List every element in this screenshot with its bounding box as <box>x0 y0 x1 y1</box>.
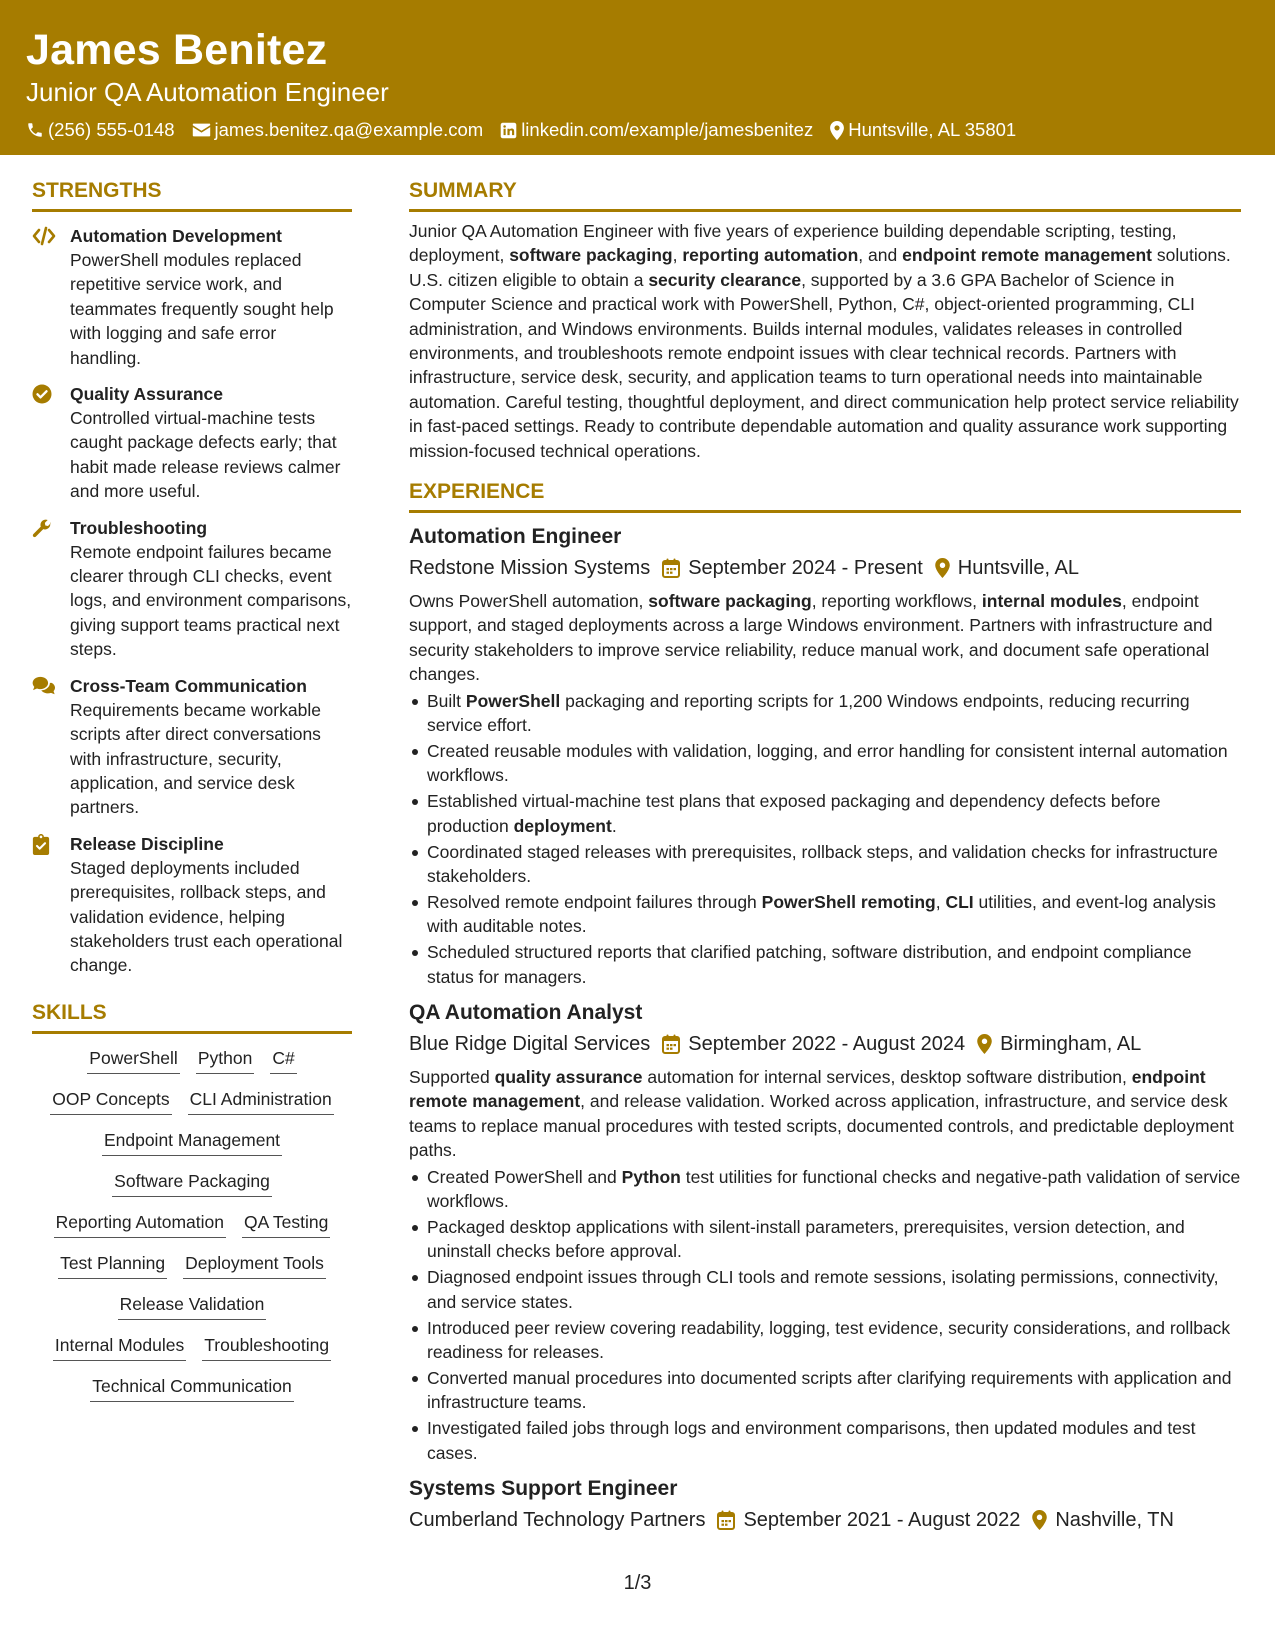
text-run: Created reusable modules with validation, logging, and error handling for consistent internal automation workflows. <box>427 741 1228 786</box>
skill-tag: Endpoint Management <box>102 1128 282 1156</box>
strengths-list <box>32 224 352 978</box>
job-company: Blue Ridge Digital Services <box>409 1033 651 1056</box>
text-run: test utilities for functional checks and negative-path validation of service workflows. <box>427 1166 1241 1212</box>
right-column <box>409 178 1241 1535</box>
skill-row <box>32 1087 352 1115</box>
map-marker-icon <box>1032 1510 1047 1530</box>
emphasized-text: software packaging <box>648 591 812 612</box>
text-run: Owns PowerShell automation, <box>409 591 649 612</box>
strength-title: Troubleshooting <box>70 517 208 538</box>
skill-row <box>32 1292 352 1320</box>
text-run: Converted manual procedures into documented scripts after clarifying requirements with application and infrastructure teams. <box>427 1367 1232 1413</box>
strength-desc: PowerShell modules replaced repetitive service work, and teammates frequently sought help with logging and safe error handling. <box>70 250 334 368</box>
clipboard-check-icon <box>32 834 50 855</box>
bullet-item <box>409 1416 1241 1465</box>
skills-title: SKILLS <box>32 1000 352 1034</box>
job-meta <box>409 553 1241 583</box>
bullet-item <box>409 739 1241 788</box>
skill-tag: QA Testing <box>242 1210 330 1238</box>
linkedin-text[interactable]: linkedin.com/example/jamesbenitez <box>521 119 814 140</box>
skill-row <box>32 1333 352 1361</box>
job-meta <box>409 1029 1241 1059</box>
skill-tag: PowerShell <box>87 1046 180 1074</box>
strength-title: Release Discipline <box>70 833 224 854</box>
job-title: Systems Support Engineer <box>409 1477 678 1501</box>
job-company: Redstone Mission Systems <box>409 557 651 580</box>
bullet-item <box>409 840 1241 889</box>
emphasized-text: software packaging <box>509 245 673 266</box>
job-bullets <box>409 689 1241 989</box>
text-run: Junior QA Automation Engineer with five years of experience building dependable scripting, testing, deployment, <box>409 221 1177 266</box>
phone-icon <box>26 121 44 139</box>
emphasized-text: deployment <box>513 815 612 836</box>
text-run: Packaged desktop applications with silent-install parameters, prerequisites, version detection, and uninstall checks before approval. <box>427 1217 1185 1262</box>
strength-desc: Staged deployments included prerequisites, rollback steps, and validation evidence, helping stakeholders trust each operational change. <box>70 857 343 976</box>
bullet-item <box>409 1366 1241 1415</box>
skill-tag: Deployment Tools <box>183 1251 326 1279</box>
job-location <box>977 1029 1141 1059</box>
text-run: Established virtual-machine test plans that exposed packaging and dependency defects before production <box>427 791 1161 836</box>
text-run: , <box>672 245 683 266</box>
emphasized-text: PowerShell <box>465 690 561 711</box>
envelope-icon <box>192 122 211 138</box>
summary-title: SUMMARY <box>409 178 1241 212</box>
text-run: automation for internal services, desktop software distribution, <box>642 1067 1132 1088</box>
strength-item <box>32 224 352 370</box>
text-run: Supported <box>409 1067 495 1088</box>
job-title: QA Automation Analyst <box>409 1001 643 1025</box>
job-entry <box>409 523 1241 989</box>
bullet-item <box>409 890 1241 939</box>
skill-tag: OOP Concepts <box>50 1087 171 1115</box>
job-dates <box>717 1505 1020 1535</box>
map-marker-icon <box>977 1034 992 1054</box>
bullet-item <box>409 789 1241 838</box>
strength-title: Cross-Team Communication <box>70 675 307 696</box>
text-run: , and release validation. Worked across application, infrastructure, and service desk teams to replace manual procedures with tested scripts, documented controls, and predictable deployment paths. <box>409 1091 1234 1161</box>
skill-tag: Release Validation <box>118 1292 267 1320</box>
text-run: Investigated failed jobs through logs and environment comparisons, then updated modules and test cases. <box>427 1418 1196 1463</box>
strength-title: Automation Development <box>70 226 282 246</box>
skill-tag: Internal Modules <box>53 1333 186 1361</box>
bullet-item <box>409 1316 1241 1365</box>
candidate-role: Junior QA Automation Engineer <box>26 77 389 107</box>
skill-row <box>32 1251 352 1279</box>
contact-linkedin[interactable] <box>500 118 813 142</box>
emphasized-text: CLI <box>945 891 974 912</box>
job-location-text: Huntsville, AL <box>957 557 1079 580</box>
comments-icon <box>32 676 56 696</box>
job-dates <box>662 553 923 583</box>
text-run: , supported by a 3.6 GPA Bachelor of Science in Computer Science and practical work with PowerShell, Python, C#, object-oriented programming, CLI administration, and Windows environments. Builds internal modules, validates releases in controlled environments, and troubleshoots remote endpoint issues with clear technical records. Partners with infrastructure, service desk, security, and application teams to turn operational needs into maintainable automation. Careful testing, thoughtful deployment, and direct communication help protect service reliability in fast-paced settings. Ready to contribute dependable automation and quality assurance work supporting mission-focused technical operations. <box>409 269 1239 461</box>
page-number: 1/3 <box>623 1572 652 1594</box>
contact-bar <box>26 118 1249 142</box>
code-icon <box>32 226 56 246</box>
emphasized-text: Python <box>621 1166 681 1187</box>
check-circle-icon <box>32 384 52 404</box>
bullet-item <box>409 689 1241 738</box>
text-run: packaging and reporting scripts for 1,200 Windows endpoints, reducing recurring service effort. <box>427 690 1190 736</box>
job-dates-text: September 2021 - August 2022 <box>743 1509 1021 1532</box>
strength-desc: Remote endpoint failures became clearer through CLI checks, event logs, and environment comparisons, giving support teams practical next steps. <box>70 541 352 660</box>
contact-email[interactable] <box>192 118 484 142</box>
wrench-icon <box>32 518 52 538</box>
summary-text <box>409 219 1241 463</box>
skill-tag: Troubleshooting <box>202 1333 331 1361</box>
text-run: Introduced peer review covering readability, logging, test evidence, security considerations, and rollback readiness for releases. <box>427 1317 1231 1363</box>
skill-tag: Software Packaging <box>112 1169 272 1197</box>
emphasized-text: quality assurance <box>494 1067 643 1088</box>
job-description <box>409 589 1241 687</box>
job-title: Automation Engineer <box>409 525 622 549</box>
skill-row <box>32 1210 352 1238</box>
skill-row <box>32 1169 352 1197</box>
text-run: , endpoint support, and staged deployments across a large Windows environment. Partners with infrastructure and security stakeholders to improve service reliability, reduce manual work, and document safe operational changes. <box>409 591 1213 685</box>
linkedin-icon <box>500 122 517 139</box>
skill-tag: Test Planning <box>58 1251 167 1279</box>
emphasized-text: security clearance <box>648 269 802 290</box>
emphasized-text: endpoint remote management <box>409 1067 1206 1112</box>
location-text: Huntsville, AL 35801 <box>848 119 1017 140</box>
job-dates-text: September 2024 - Present <box>688 557 923 580</box>
emphasized-text: reporting automation <box>682 245 859 266</box>
text-run: Scheduled structured reports that clarified patching, software distribution, and endpoint compliance status for managers. <box>427 942 1192 987</box>
job-location <box>935 553 1079 583</box>
emphasized-text: endpoint remote management <box>902 245 1152 266</box>
emphasized-text: internal modules <box>981 591 1122 612</box>
text-run: utilities, and event-log analysis with auditable notes. <box>427 891 1216 937</box>
skill-tag: Reporting Automation <box>54 1210 226 1238</box>
contact-location <box>830 118 1016 142</box>
job-entry <box>409 999 1241 1465</box>
job-location-text: Birmingham, AL <box>1000 1033 1142 1056</box>
text-run: , and <box>858 245 903 266</box>
job-dates-text: September 2022 - August 2024 <box>688 1033 966 1056</box>
emphasized-text: PowerShell remoting <box>761 891 936 912</box>
text-run: . <box>611 815 617 836</box>
text-run: Diagnosed endpoint issues through CLI tools and remote sessions, isolating permissions, connectivity, and service states. <box>427 1267 1219 1312</box>
skill-row <box>32 1046 352 1074</box>
strength-desc: Controlled virtual-machine tests caught package defects early; that habit made release reviews calmer and more useful. <box>70 408 341 502</box>
strength-item <box>32 382 352 504</box>
strength-item <box>32 674 352 820</box>
job-location <box>1032 1505 1174 1535</box>
text-run: Resolved remote endpoint failures through <box>427 891 762 912</box>
job-dates <box>662 1029 965 1059</box>
email-text[interactable]: james.benitez.qa@example.com <box>214 119 484 140</box>
bullet-item <box>409 1215 1241 1264</box>
strength-item <box>32 516 352 662</box>
calendar-icon <box>717 1510 735 1530</box>
calendar-icon <box>662 558 680 578</box>
strength-item <box>32 832 352 978</box>
phone-text: (256) 555-0148 <box>48 119 175 140</box>
map-marker-icon <box>830 121 844 140</box>
text-run: Created PowerShell and <box>427 1166 622 1187</box>
strength-desc: Requirements became workable scripts after direct conversations with infrastructure, security, application, and service desk partners. <box>70 699 321 818</box>
text-run: solutions. U.S. citizen eligible to obtain a <box>409 245 1231 290</box>
text-run: Coordinated staged releases with prerequisites, rollback steps, and validation checks for infrastructure stakeholders. <box>427 841 1218 887</box>
candidate-name: James Benitez <box>26 26 328 74</box>
skill-row <box>32 1374 352 1402</box>
bullet-item <box>409 940 1241 989</box>
left-column <box>32 178 352 1415</box>
job-company: Cumberland Technology Partners <box>409 1509 706 1532</box>
text-run: , <box>935 891 946 912</box>
calendar-icon <box>662 1034 680 1054</box>
skill-tag: Technical Communication <box>90 1374 293 1402</box>
contact-phone <box>26 118 175 142</box>
resume-header <box>0 0 1275 155</box>
job-location-text: Nashville, TN <box>1055 1509 1174 1532</box>
skill-row <box>32 1128 352 1156</box>
job-meta <box>409 1505 1241 1535</box>
bullet-item <box>409 1165 1241 1214</box>
job-description <box>409 1065 1241 1163</box>
text-run: Built <box>427 690 466 711</box>
experience-title: EXPERIENCE <box>409 479 1241 513</box>
skill-tag: Python <box>196 1046 254 1074</box>
bullet-item <box>409 1265 1241 1314</box>
text-run: , reporting workflows, <box>811 591 982 612</box>
map-marker-icon <box>935 558 950 578</box>
job-bullets <box>409 1165 1241 1465</box>
skills-list <box>32 1046 352 1402</box>
skill-tag: CLI Administration <box>188 1087 334 1115</box>
strength-title: Quality Assurance <box>70 384 224 405</box>
skill-tag: C# <box>270 1046 296 1074</box>
strengths-title: STRENGTHS <box>32 178 352 212</box>
experience-list <box>409 523 1241 1535</box>
job-entry <box>409 1475 1241 1535</box>
